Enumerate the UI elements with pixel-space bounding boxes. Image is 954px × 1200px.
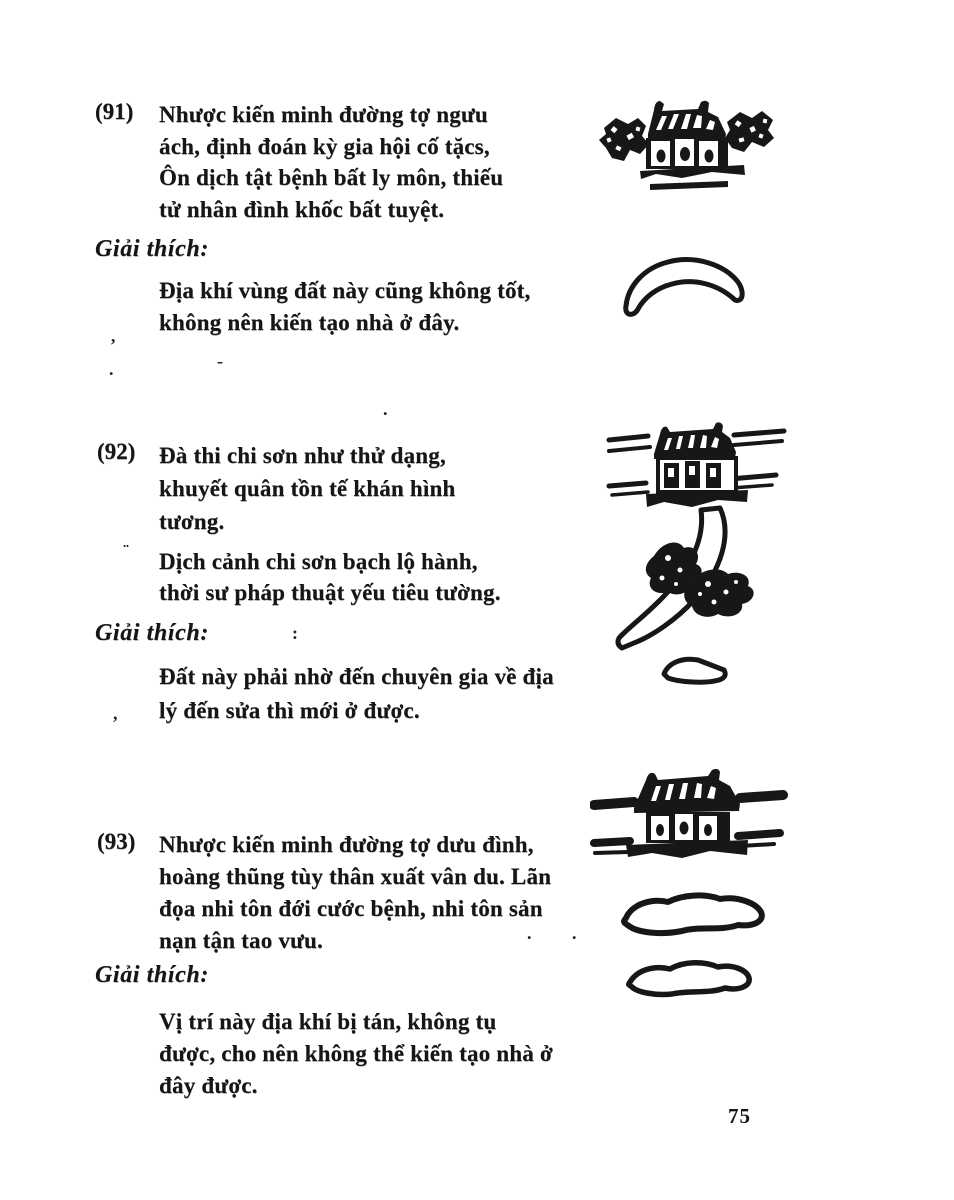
page-number: 75	[728, 1104, 751, 1128]
verse-line: ách, định đoán kỳ gia hội cố tặcs,	[159, 133, 490, 159]
scan-noise-mark: .	[572, 923, 577, 943]
explain-label-91: Giải thích:	[95, 236, 209, 262]
scan-noise-mark: :	[292, 623, 298, 643]
explain-label-93: Giải thích:	[95, 962, 209, 988]
entry-number-91: (91)	[95, 99, 134, 124]
verse-line: Dịch cảnh chi sơn bạch lộ hành,	[159, 549, 478, 574]
scan-noise-mark: ¨	[123, 541, 129, 561]
entry-number-93: (93)	[97, 829, 136, 854]
verse-91	[159, 99, 503, 225]
house-icon	[626, 769, 748, 858]
crescent-mound-icon	[626, 260, 742, 315]
verse-line: nạn tận tao vưu.	[159, 928, 323, 953]
verse-line: hoàng thũng tùy thân xuất vân du. Lãn	[159, 864, 552, 889]
verse-line: tương.	[159, 509, 225, 534]
hedge-right-icon	[725, 111, 774, 152]
explanation-92	[159, 660, 554, 728]
house-icon	[640, 101, 745, 190]
verse-line: Ôn dịch tật bệnh bất ly môn, thiếu	[159, 165, 504, 190]
explanation-line: Đất này phải nhờ đến chuyên gia về địa	[159, 664, 554, 689]
verse-92-stanza1	[159, 439, 455, 538]
scan-noise-mark: -	[217, 351, 223, 371]
explanation-line: Địa khí vùng đất này cũng không tốt,	[159, 278, 531, 303]
entry-number-92: (92)	[97, 439, 136, 464]
wavy-pond-upper-icon	[624, 895, 762, 933]
verse-line: Đà thi chi sơn như thử dạng,	[159, 443, 446, 468]
scan-noise-mark: .	[109, 359, 114, 379]
scan-noise-mark: .	[527, 923, 532, 943]
explanation-line: được, cho nên không thể kiến tạo nhà ở	[159, 1041, 553, 1066]
explanation-line: không nên kiến tạo nhà ở đây.	[159, 309, 460, 335]
verse-line: khuyết quân tồn tế khán hình	[159, 476, 456, 501]
verse-line: thời sư pháp thuật yếu tiêu tường.	[159, 580, 501, 605]
scan-noise-mark: ,	[113, 703, 118, 723]
scan-noise-mark: ’	[110, 335, 116, 355]
illustration-92-house-path-rocks	[606, 422, 788, 704]
explanation-line: lý đến sửa thì mới ở được.	[159, 698, 420, 723]
hedge-left-icon	[599, 118, 649, 161]
explanation-91	[159, 275, 530, 338]
verse-line: tử nhân đình khốc bất tuyệt.	[159, 196, 445, 222]
verse-93	[159, 829, 551, 957]
illustration-91-house-and-crescent	[594, 94, 778, 330]
explanation-line: Vị trí này địa khí bị tán, không tụ	[159, 1009, 497, 1034]
verse-line: đọa nhi tôn đới cước bệnh, nhi tôn sản	[159, 896, 543, 921]
explain-label-92: Giải thích:	[95, 620, 209, 646]
illustration-93-house-and-ponds	[590, 768, 788, 1006]
explanation-93	[159, 1006, 553, 1102]
verse-line: Nhược kiến minh đường tợ dưu đình,	[159, 832, 534, 857]
small-mound-icon	[664, 659, 725, 682]
verse-line: Nhược kiến minh đường tợ ngưu	[159, 102, 488, 127]
wavy-pond-lower-icon	[629, 963, 750, 995]
scan-noise-mark: .	[383, 399, 388, 419]
explanation-line: đây được.	[159, 1073, 258, 1098]
verse-92-stanza2	[159, 546, 501, 608]
